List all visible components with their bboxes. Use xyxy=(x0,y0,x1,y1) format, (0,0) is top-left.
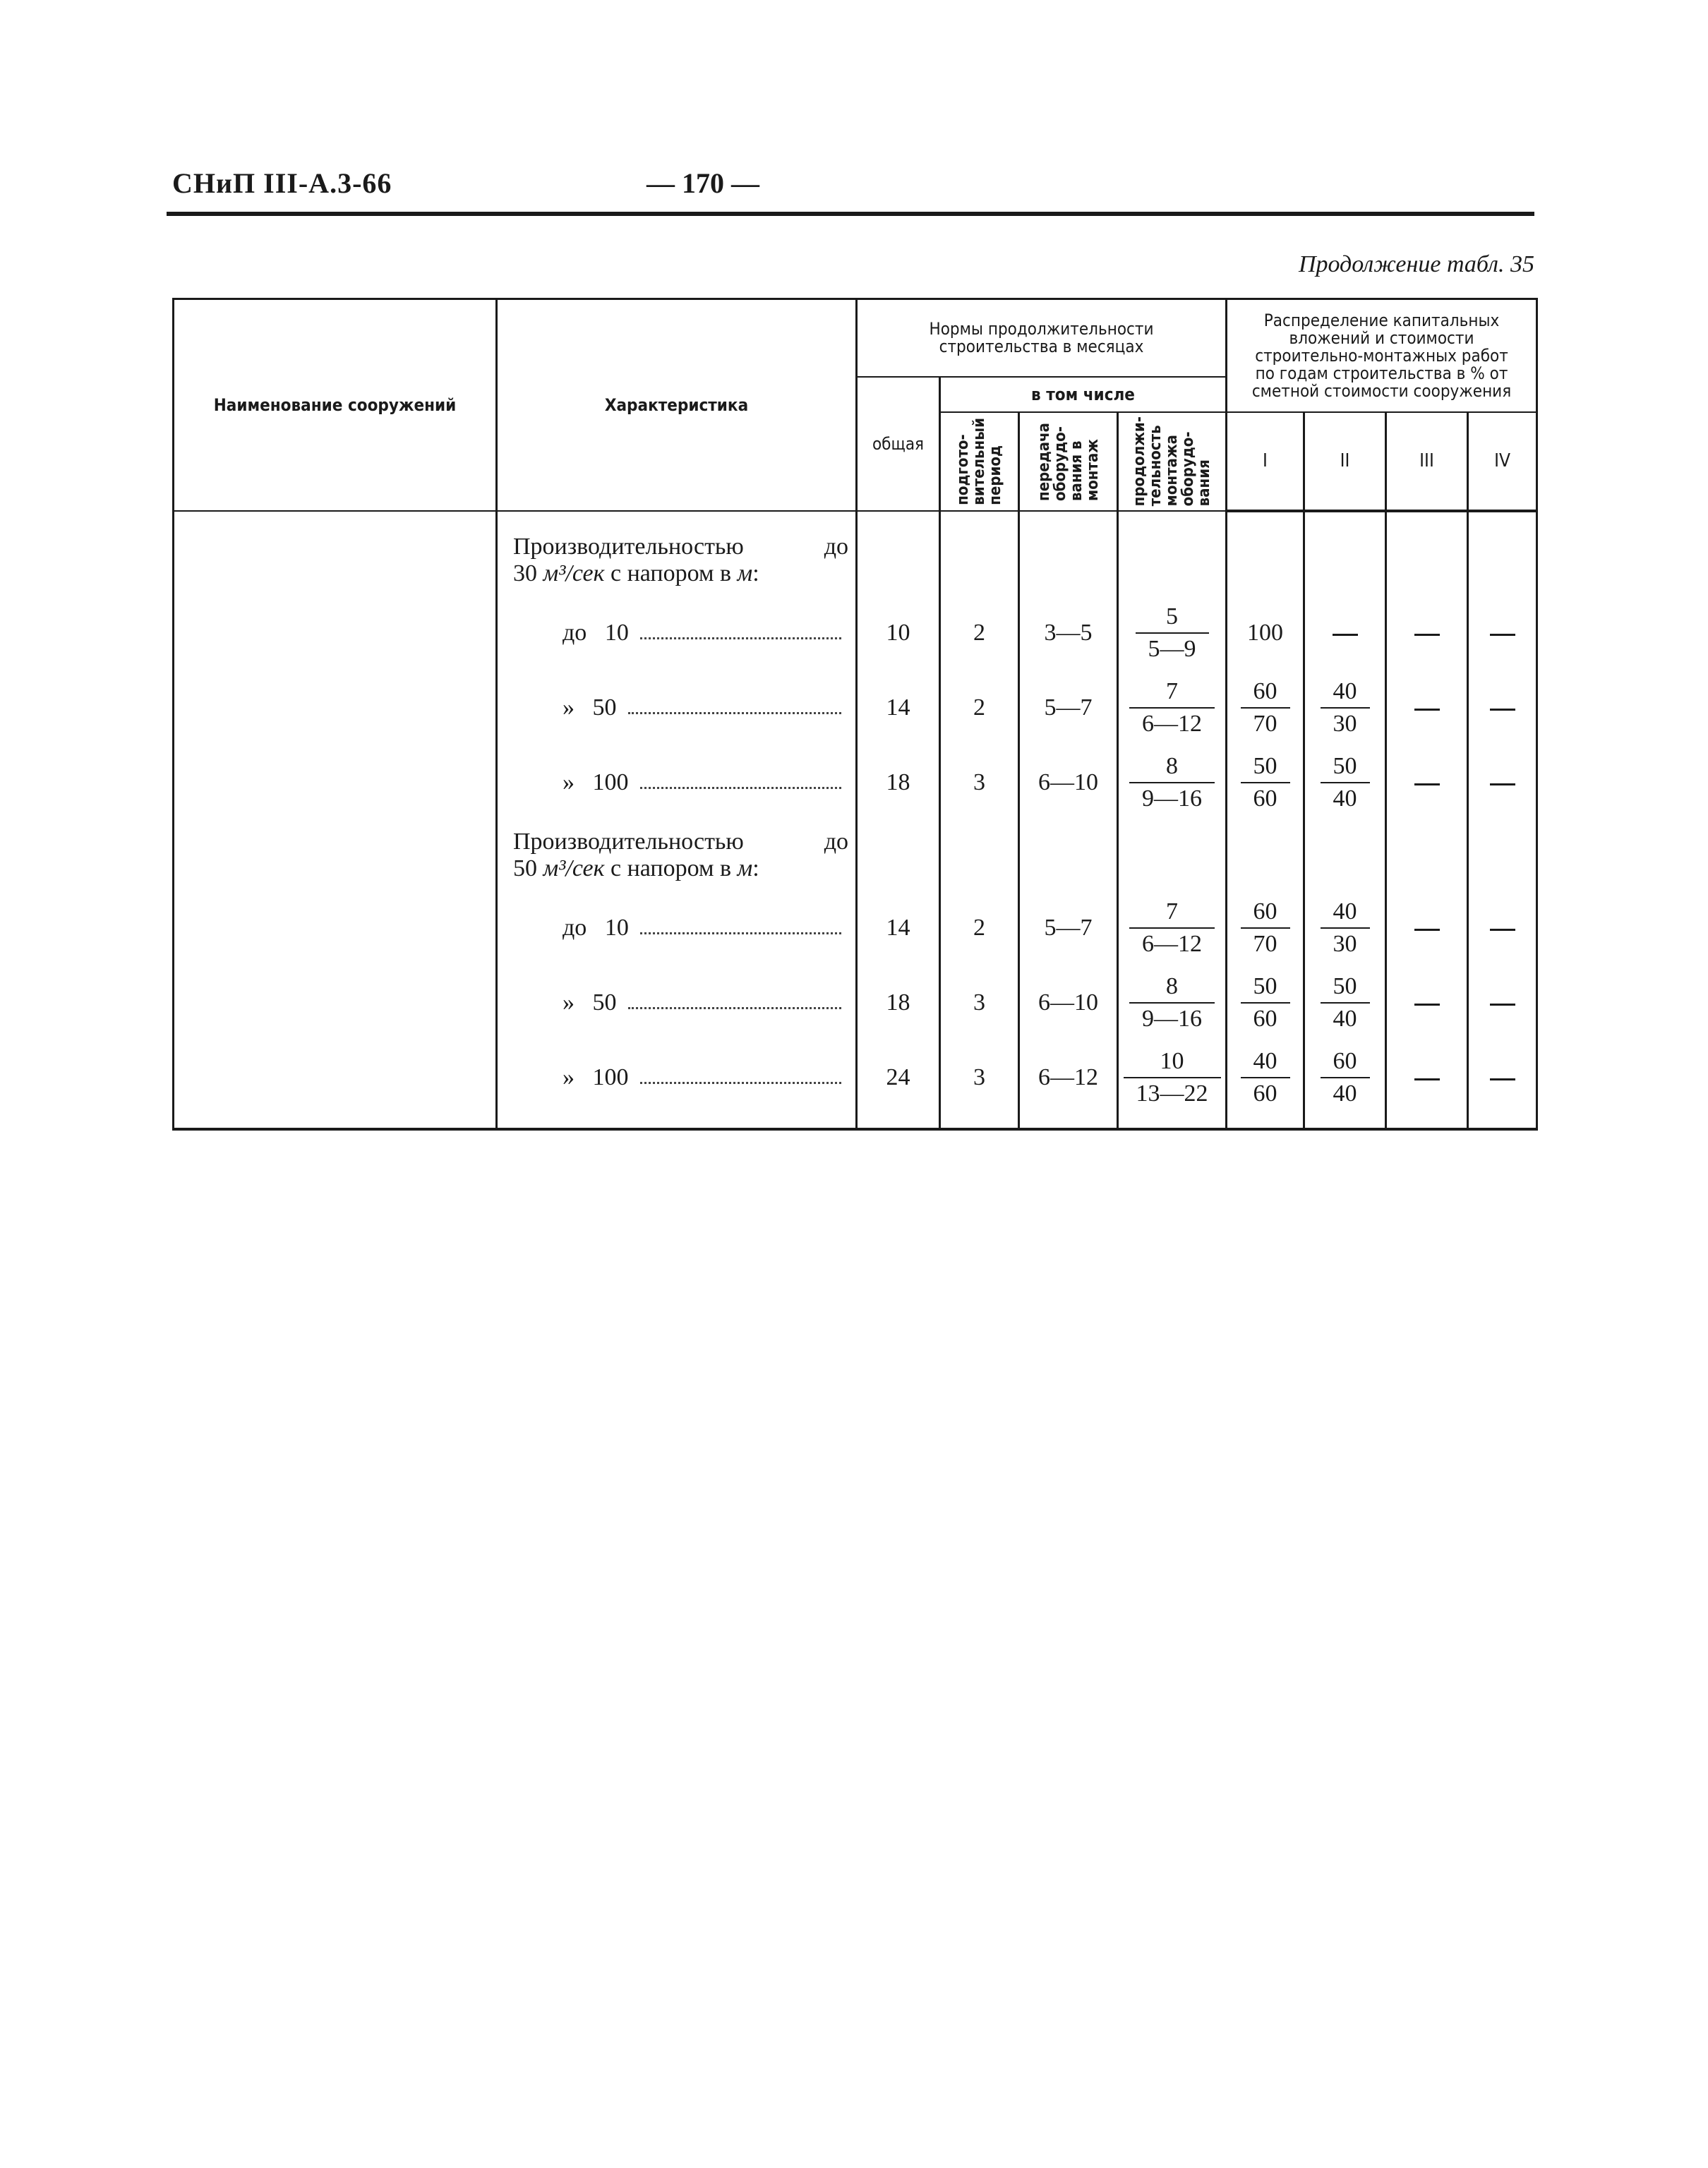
capacity-value: 30 xyxy=(513,560,543,586)
construction-norms-table xyxy=(172,298,1538,1131)
head-value: 100 xyxy=(592,769,629,795)
year-1-cell xyxy=(1227,1040,1304,1115)
head-caption: с напором в xyxy=(604,560,738,586)
year-4-cell xyxy=(1468,1040,1537,1115)
dot-leader xyxy=(640,932,841,934)
spacer-row xyxy=(174,511,1537,525)
dash-mark xyxy=(1414,783,1440,785)
structure-name-cell xyxy=(174,670,497,745)
equipment-transfer-cell: 6—10 xyxy=(1019,965,1118,1040)
table-row xyxy=(174,1040,1537,1115)
dot-leader xyxy=(628,1007,842,1009)
year-3-cell xyxy=(1386,965,1468,1040)
total-duration-cell: 18 xyxy=(857,965,940,1040)
capacity-unit: м³/сек xyxy=(543,560,605,586)
total-duration-cell: 18 xyxy=(857,745,940,820)
year-1-fraction: $\frac{50}{60}$ xyxy=(1241,751,1290,814)
year-1-fraction: $\frac{40}{60}$ xyxy=(1241,1046,1290,1109)
year-4-cell xyxy=(1468,596,1537,670)
column-header-year-3: III xyxy=(1386,412,1468,511)
table-row xyxy=(174,596,1537,670)
table-row xyxy=(174,891,1537,965)
year-2-cell xyxy=(1304,596,1386,670)
equipment-transfer-cell: 6—10 xyxy=(1019,745,1118,820)
year-2-cell xyxy=(1304,965,1386,1040)
head-value: 10 xyxy=(604,915,629,941)
year-2-fraction: $\frac{50}{40}$ xyxy=(1321,971,1370,1035)
year-4-cell xyxy=(1468,670,1537,745)
preparatory-period-label: подгото- вительный период xyxy=(954,418,1004,505)
equipment-transfer-cell: 6—12 xyxy=(1019,1040,1118,1115)
year-2-fraction: $\frac{60}{40}$ xyxy=(1321,1046,1370,1109)
year-3-cell xyxy=(1386,670,1468,745)
dash-mark xyxy=(1414,634,1440,636)
year-1-cell xyxy=(1227,670,1304,745)
dash-mark xyxy=(1490,929,1515,931)
year-1-cell xyxy=(1227,891,1304,965)
table-row xyxy=(174,745,1537,820)
dot-leader xyxy=(640,637,841,639)
equipment-transfer-cell: 3—5 xyxy=(1019,596,1118,670)
table-row xyxy=(174,965,1537,1040)
column-header-structure-name: Наименование сооружений xyxy=(174,299,497,512)
year-4-cell xyxy=(1468,891,1537,965)
dash-mark xyxy=(1414,929,1440,931)
installation-duration-label: продолжи- тельность монтажа оборудо- вания xyxy=(1131,416,1213,507)
dot-leader xyxy=(640,787,842,789)
structure-name-cell xyxy=(174,965,497,1040)
structure-name-cell xyxy=(174,596,497,670)
year-2-cell xyxy=(1304,745,1386,820)
year-1-cell xyxy=(1227,745,1304,820)
year-1-cell xyxy=(1227,596,1304,670)
year-2-fraction: $\frac{40}{30}$ xyxy=(1321,676,1370,740)
dash-mark xyxy=(1333,634,1358,636)
head-range-cell xyxy=(497,965,857,1040)
year-1-cell xyxy=(1227,965,1304,1040)
dash-mark xyxy=(1490,709,1515,711)
installation-duration-cell xyxy=(1118,891,1227,965)
year-2-fraction: $\frac{50}{40}$ xyxy=(1321,751,1370,814)
installation-fraction: $\frac{7}{6—12}$ xyxy=(1129,896,1215,960)
preparatory-period-cell: 2 xyxy=(940,891,1019,965)
column-header-year-2: II xyxy=(1304,412,1386,511)
table-body xyxy=(174,511,1537,1129)
year-1-value: 100 xyxy=(1247,620,1283,646)
year-4-cell xyxy=(1468,745,1537,820)
column-header-year-4: IV xyxy=(1468,412,1537,511)
year-2-fraction: $\frac{40}{30}$ xyxy=(1321,896,1370,960)
installation-fraction: $\frac{5}{5—9}$ xyxy=(1136,601,1209,665)
installation-duration-cell xyxy=(1118,965,1227,1040)
dash-mark xyxy=(1490,1078,1515,1080)
installation-fraction: $\frac{7}{6—12}$ xyxy=(1129,676,1215,740)
head-caption: с напором в xyxy=(604,855,738,881)
structure-name-cell xyxy=(174,820,497,891)
year-2-cell xyxy=(1304,670,1386,745)
head-prefix: » xyxy=(563,1064,575,1090)
column-header-characteristic: Характеристика xyxy=(497,299,857,512)
page-header xyxy=(167,167,1534,209)
year-2-cell xyxy=(1304,891,1386,965)
head-value: 10 xyxy=(604,620,629,646)
head-range-cell xyxy=(497,1040,857,1115)
structure-name-cell xyxy=(174,891,497,965)
dash-mark xyxy=(1414,1078,1440,1080)
total-duration-cell: 24 xyxy=(857,1040,940,1115)
head-prefix: » xyxy=(563,989,575,1016)
preparatory-period-cell: 3 xyxy=(940,965,1019,1040)
head-unit: м xyxy=(737,855,753,881)
column-header-including: в том числе xyxy=(940,377,1227,412)
dash-mark xyxy=(1414,709,1440,711)
year-1-fraction: $\frac{50}{60}$ xyxy=(1241,971,1290,1035)
dot-leader xyxy=(628,712,842,714)
preparatory-period-cell: 3 xyxy=(940,1040,1019,1115)
page-number: — 170 — xyxy=(646,167,759,199)
installation-duration-cell xyxy=(1118,1040,1227,1115)
installation-duration-cell xyxy=(1118,596,1227,670)
year-1-fraction: $\frac{60}{70}$ xyxy=(1241,896,1290,960)
total-duration-cell: 10 xyxy=(857,596,940,670)
structure-name-cell xyxy=(174,1040,497,1115)
year-4-cell xyxy=(1468,965,1537,1040)
column-group-investment-distribution: Распределение капитальных вложений и стоимости строительно-монтажных работ по годам строительства в % от сметной стоимости сооружения xyxy=(1227,299,1537,413)
table-row xyxy=(174,670,1537,745)
capacity-caption-line1: Производительностью до xyxy=(513,534,848,560)
preparatory-period-cell: 3 xyxy=(940,745,1019,820)
dash-mark xyxy=(1490,1004,1515,1006)
capacity-value: 50 xyxy=(513,855,543,881)
head-prefix: » xyxy=(563,694,575,721)
installation-fraction: $\frac{10}{13—22}$ xyxy=(1124,1046,1221,1109)
head-range-cell xyxy=(497,596,857,670)
preparatory-period-cell: 2 xyxy=(940,596,1019,670)
capacity-group-caption xyxy=(497,820,857,891)
head-prefix: » xyxy=(563,769,575,795)
column-header-year-1: I xyxy=(1227,412,1304,511)
head-value: 50 xyxy=(592,989,617,1016)
year-3-cell xyxy=(1386,596,1468,670)
head-range-cell xyxy=(497,891,857,965)
table-continuation-caption: Продолжение табл. 35 xyxy=(1298,251,1534,277)
capacity-unit: м³/сек xyxy=(543,855,605,881)
installation-duration-cell xyxy=(1118,745,1227,820)
year-3-cell xyxy=(1386,891,1468,965)
head-value: 50 xyxy=(592,694,617,721)
header-rule xyxy=(167,212,1534,216)
structure-name-cell xyxy=(174,745,497,820)
dash-mark xyxy=(1490,634,1515,636)
column-header-installation-duration xyxy=(1118,412,1227,511)
column-group-duration-norms: Нормы продолжительности строительства в месяцах xyxy=(857,299,1227,378)
total-duration-cell: 14 xyxy=(857,891,940,965)
installation-duration-cell xyxy=(1118,670,1227,745)
dash-mark xyxy=(1490,783,1515,785)
equipment-transfer-label: передача оборудо- вания в монтаж xyxy=(1035,422,1102,501)
document-code: СНиП III-А.3-66 xyxy=(172,167,392,199)
dash-mark xyxy=(1414,1004,1440,1006)
year-2-cell xyxy=(1304,1040,1386,1115)
capacity-group-row xyxy=(174,525,1537,596)
column-header-total: общая xyxy=(857,377,940,511)
dot-leader xyxy=(640,1082,842,1084)
caption-colon: : xyxy=(752,855,759,881)
head-range-cell xyxy=(497,670,857,745)
preparatory-period-cell: 2 xyxy=(940,670,1019,745)
equipment-transfer-cell: 5—7 xyxy=(1019,670,1118,745)
capacity-group-caption xyxy=(497,525,857,596)
spacer-row xyxy=(174,1115,1537,1129)
column-header-equipment-transfer xyxy=(1019,412,1118,511)
caption-colon: : xyxy=(752,560,759,586)
head-prefix: до xyxy=(563,620,587,646)
head-unit: м xyxy=(737,560,753,586)
year-1-fraction: $\frac{60}{70}$ xyxy=(1241,676,1290,740)
head-range-cell xyxy=(497,745,857,820)
year-3-cell xyxy=(1386,745,1468,820)
head-prefix: до xyxy=(563,915,587,941)
column-header-preparatory-period xyxy=(940,412,1019,511)
structure-name-cell xyxy=(174,525,497,596)
total-duration-cell: 14 xyxy=(857,670,940,745)
head-value: 100 xyxy=(592,1064,629,1090)
capacity-group-row xyxy=(174,820,1537,891)
capacity-caption-line1: Производительностью до xyxy=(513,829,848,855)
equipment-transfer-cell: 5—7 xyxy=(1019,891,1118,965)
installation-fraction: $\frac{8}{9—16}$ xyxy=(1129,971,1215,1035)
year-3-cell xyxy=(1386,1040,1468,1115)
installation-fraction: $\frac{8}{9—16}$ xyxy=(1129,751,1215,814)
